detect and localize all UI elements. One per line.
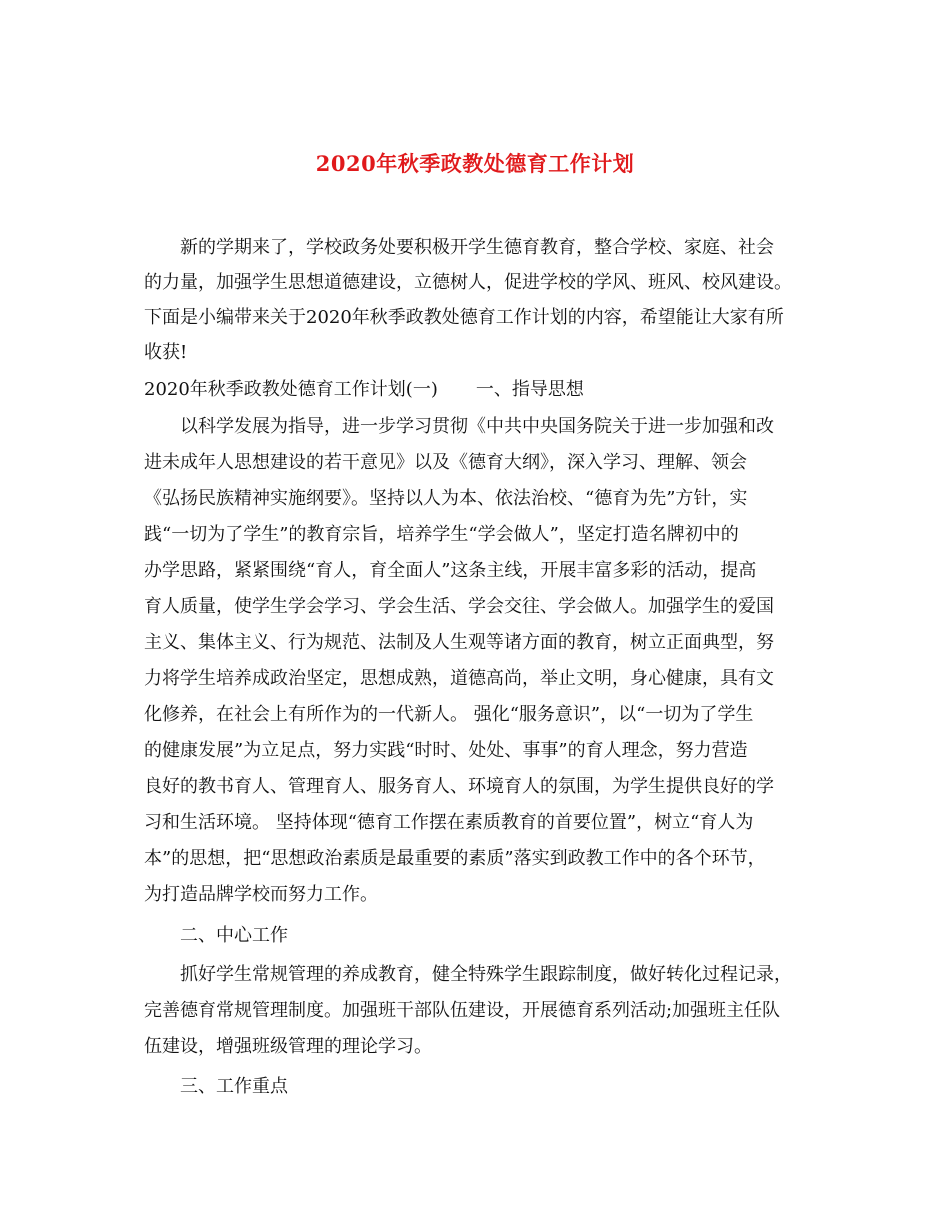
paragraph-line: 完善德育常规管理制度。加强班干部队伍建设，开展德育系列活动;加强班主任队: [144, 1000, 781, 1021]
paragraph-line: 收获!: [144, 342, 188, 363]
section-heading: 三、工作重点: [180, 1076, 288, 1097]
paragraph-line: 育人质量，使学生学会学习、学会生活、学会交往、学会做人。加强学生的爱国: [144, 596, 774, 617]
paragraph-line: 伍建设，增强班级管理的理论学习。: [144, 1036, 432, 1057]
paragraph-line: 习和生活环境。 坚持体现“德育工作摆在素质教育的首要位置”，树立“育人为: [144, 812, 754, 833]
paragraph-line: 下面是小编带来关于2020年秋季政教处德育工作计划的内容，希望能让大家有所: [144, 307, 784, 328]
section-heading-line: [144, 377, 834, 403]
paragraph-line: 为打造品牌学校而努力工作。: [144, 884, 378, 905]
section-heading: 一、指导思想: [475, 379, 584, 400]
paragraph-line: 的健康发展”为立足点，努力实践“时时、处处、事事”的育人理念，努力营造: [144, 740, 748, 761]
paragraph-line: 本”的思想，把“思想政治素质是最重要的素质”落实到政教工作中的各个环节，: [144, 848, 766, 869]
paragraph-line: 良好的教书育人、管理育人、服务育人、环境育人的氛围，为学生提供良好的学: [144, 776, 774, 797]
paragraph-line: 化修养，在社会上有所作为的一代新人。 强化“服务意识”，以“一切为了学生: [144, 704, 754, 725]
paragraph-line: 主义、集体主义、行为规范、法制及人生观等诸方面的教育，树立正面典型，努: [144, 632, 774, 653]
paragraph-line: 的力量，加强学生思想道德建设，立德树人，促进学校的学风、班风、校风建设。: [144, 272, 792, 293]
paragraph-line: 新的学期来了，学校政务处要积极开学生德育教育，整合学校、家庭、社会: [180, 237, 774, 258]
paragraph-line: 进未成年人思想建设的若干意见》以及《德育大纲》，深入学习、理解、领会: [144, 452, 747, 473]
paragraph-line: 践“一切为了学生”的教育宗旨，培养学生“学会做人”，坚定打造名牌初中的: [144, 524, 739, 545]
paragraph-line: 《弘扬民族精神实施纲要》。坚持以人为本、依法治校、“德育为先”方针，实: [144, 488, 748, 509]
paragraph-line: 抓好学生常规管理的养成教育，健全特殊学生跟踪制度，做好转化过程记录，: [180, 964, 792, 985]
paragraph-line: 以科学发展为指导，进一步学习贯彻《中共中央国务院关于进一步加强和改: [180, 416, 774, 437]
subtitle-text: 2020年秋季政教处德育工作计划(一): [144, 379, 438, 400]
paragraph-line: 力将学生培养成政治坚定，思想成熟，道德高尚，举止文明，身心健康，具有文: [144, 668, 774, 689]
section-heading: 二、中心工作: [180, 925, 288, 946]
page-title: 2020年秋季政教处德育工作计划: [315, 151, 635, 176]
paragraph-line: 办学思路，紧紧围绕“育人，育全面人”这条主线，开展丰富多彩的活动，提高: [144, 560, 757, 581]
